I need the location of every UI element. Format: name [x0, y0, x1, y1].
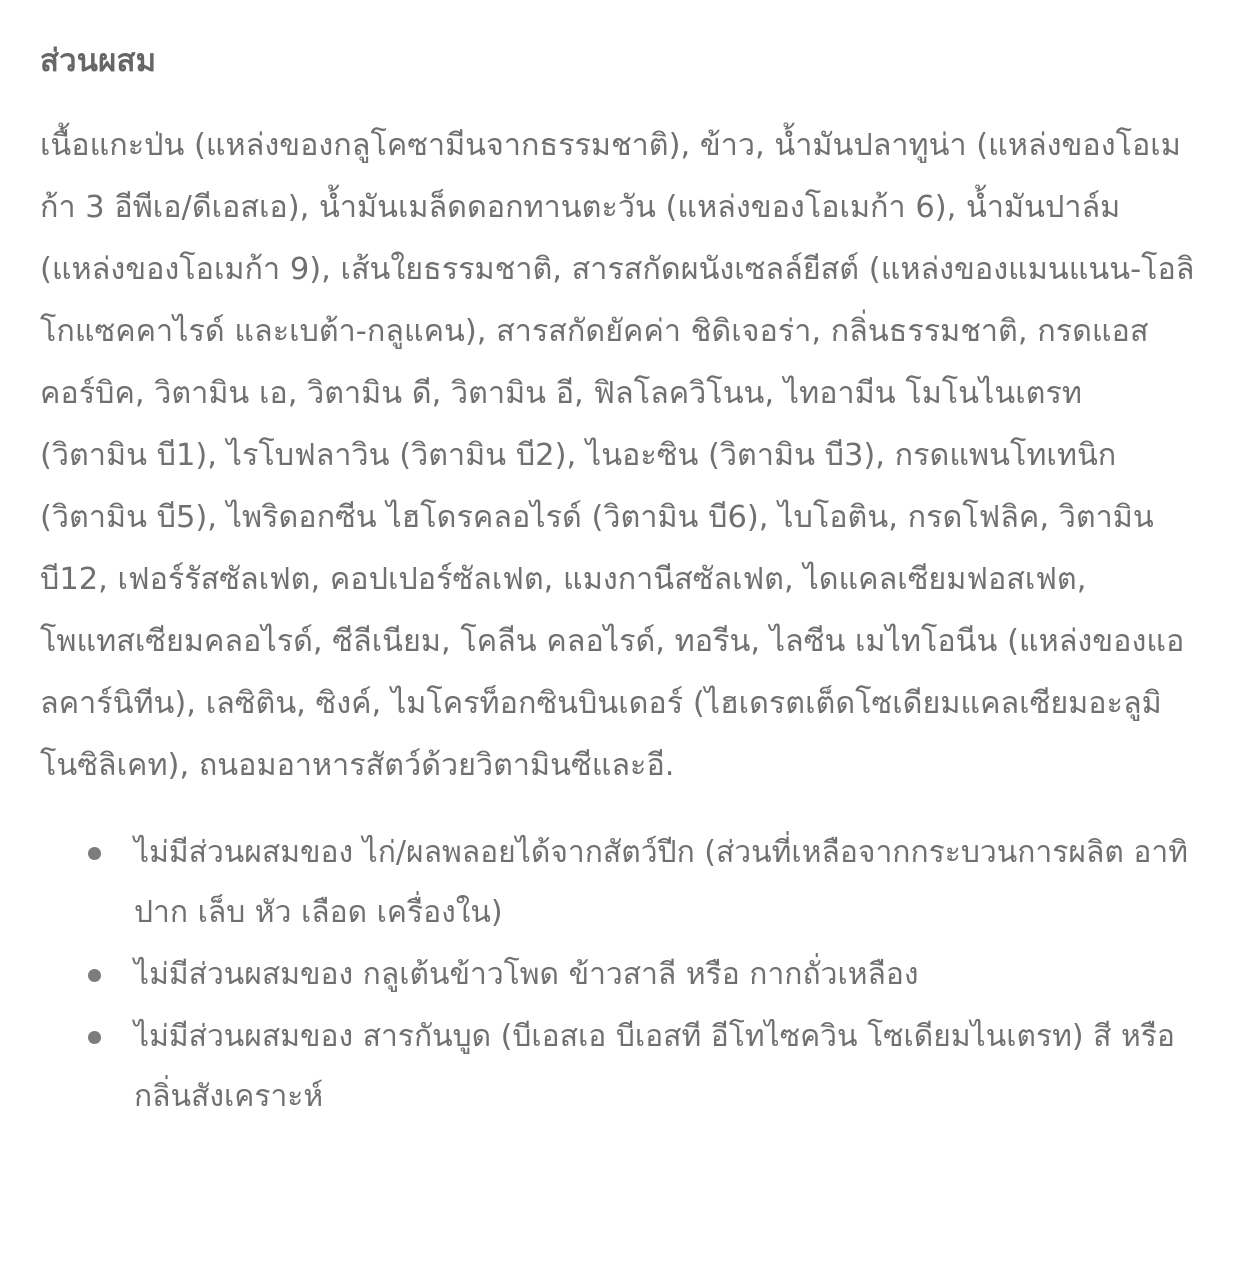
list-item-label: ไม่มีส่วนผสมของ ไก่/ผลพลอยได้จากสัตว์ปีก (ส่วนที่เหลือจากกระบวนการผลิต อาทิ ปาก เล็บ หัว เลือด เครื่องใน) — [134, 834, 1188, 930]
bullet-dot-icon — [88, 969, 101, 982]
claims-list — [40, 823, 1198, 1127]
list-item — [88, 823, 1198, 943]
bullet-dot-icon — [88, 847, 101, 860]
list-item-label: ไม่มีส่วนผสมของ สารกันบูด (บีเอสเอ บีเอสที อีโทไซควิน โซเดียมไนเตรท) สี หรือกลิ่นสังเคราะห์ — [134, 1018, 1175, 1114]
ingredients-paragraph: เนื้อแกะป่น (แหล่งของกลูโคซามีนจากธรรมชาติ), ข้าว, น้ำมันปลาทูน่า (แหล่งของโอเมก้า 3 อีพีเอ/ดีเอสเอ), น้ำมันเมล็ดดอกทานตะวัน (แหล่งของโอเมก้า 6), น้ำมันปาล์ม (แหล่งของโอเมก้า 9), เส้นใยธรรมชาติ, สารสกัดผนังเซลล์ยีสต์ (แหล่งของแมนแนน-โอลิโกแซคคาไรด์ และเบต้า-กลูแคน), สารสกัดยัคค่า ชิดิเจอร่า, กลิ่นธรรมชาติ, กรดแอสคอร์บิค, วิตามิน เอ, วิตามิน ดี, วิตามิน อี, ฟิลโลควิโนน, ไทอามีน โมโนไนเตรท (วิตามิน บี1), ไรโบฟลาวิน (วิตามิน บี2), ไนอะซิน (วิตามิน บี3), กรดแพนโทเทนิก (วิตามิน บี5), ไพริดอกซีน ไฮโดรคลอไรด์ (วิตามิน บี6), ไบโอติน, กรดโฟลิค, วิตามิน บี12, เฟอร์รัสซัลเฟต, คอปเปอร์ซัลเฟต, แมงกานีสซัลเฟต, ไดแคลเซียมฟอสเฟต, โพแทสเซียมคลอไรด์, ซีลีเนียม, โคลีน คลอไรด์, ทอรีน, ไลซีน เมไทโอนีน (แหล่งของแอลคาร์นิทีน), เลซิติน, ซิงค์, ไมโครท็อกซินบินเดอร์ (ไฮเดรตเต็ดโซเดียมแคลเซียมอะลูมิโนซิลิเคท), ถนอมอาหารสัตว์ด้วยวิตามินซีและอี. — [40, 127, 1195, 783]
bullet-dot-icon — [88, 1031, 101, 1044]
list-item — [88, 1007, 1198, 1127]
list-item — [88, 945, 1198, 1005]
page-title: ส่วนผสม — [40, 43, 157, 79]
list-item-label: ไม่มีส่วนผสมของ กลูเต้นข้าวโพด ข้าวสาลี หรือ กากถั่วเหลือง — [134, 956, 919, 992]
